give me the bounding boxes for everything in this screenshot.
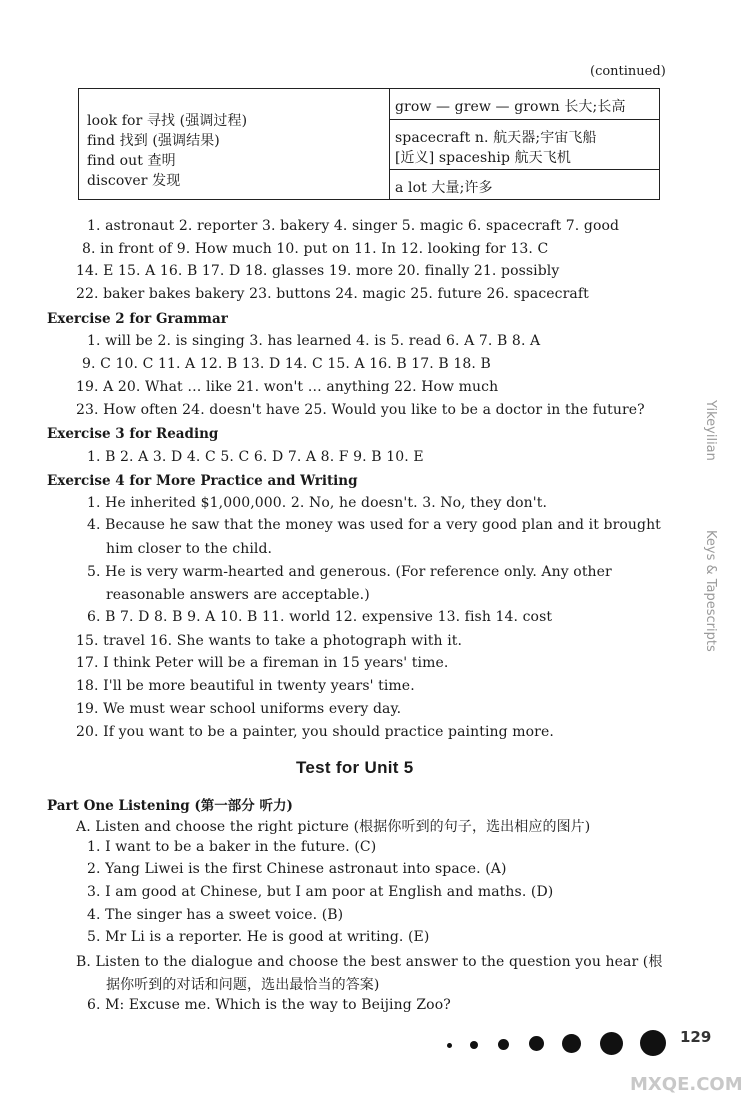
exercise-3-heading: Exercise 3 for Reading	[47, 426, 219, 442]
ex4-line-5a: 5. He is very warm-hearted and generous. (For reference only. Any other	[87, 564, 612, 580]
ex2-line-3: 19. A 20. What … like 21. won't … anything 22. How much	[76, 379, 499, 395]
side-text-yikeyilian: Yikeyilian	[703, 400, 718, 461]
section-b-instruction-2: 据你听到的对话和问题，选出最恰当的答案)	[106, 977, 380, 993]
ex3-line: 1. B 2. A 3. D 4. C 5. C 6. D 7. A 8. F 9. B 10. E	[87, 449, 424, 465]
question-4: 4. The singer has a sweet voice. (B)	[87, 907, 344, 923]
ex4-line-17: 17. I think Peter will be a fireman in 15 years' time.	[76, 655, 449, 671]
ex4-line-15: 15. travel 16. She wants to take a photograph with it.	[76, 633, 463, 649]
vocab-left-4: discover 发现	[87, 173, 181, 189]
vocab-left-2: find 找到 (强调结果)	[87, 133, 220, 149]
ex1-line-1: 1. astronaut 2. reporter 3. bakery 4. singer 5. magic 6. spacecraft 7. good	[87, 218, 620, 234]
vocab-left-1: look for 寻找 (强调过程)	[87, 113, 248, 129]
vocab-right-1: grow — grew — grown 长大;长高	[395, 99, 626, 115]
ex4-line-18: 18. I'll be more beautiful in twenty years' time.	[76, 678, 415, 694]
test-title: Test for Unit 5	[296, 758, 414, 777]
ex2-line-1: 1. will be 2. is singing 3. has learned 4. is 5. read 6. A 7. B 8. A	[87, 333, 541, 349]
ex1-line-3: 14. E 15. A 16. B 17. D 18. glasses 19. more 20. finally 21. possibly	[76, 263, 560, 279]
ex4-line-6: 6. B 7. D 8. B 9. A 10. B 11. world 12. expensive 13. fish 14. cost	[87, 609, 553, 625]
exercise-4-heading: Exercise 4 for More Practice and Writing	[47, 473, 358, 489]
ex4-line-5b: reasonable answers are acceptable.)	[106, 587, 370, 603]
ex4-line-4a: 4. Because he saw that the money was used for a very good plan and it brought	[87, 517, 661, 533]
continued-label: (continued)	[590, 64, 666, 79]
question-5: 5. Mr Li is a reporter. He is good at writing. (E)	[87, 929, 430, 945]
question-6: 6. M: Excuse me. Which is the way to Beijing Zoo?	[87, 997, 451, 1013]
vocab-left-3: find out 查明	[87, 153, 176, 169]
section-a-instruction: A. Listen and choose the right picture (根据你听到的句子，选出相应的图片)	[76, 819, 591, 835]
ex4-line-19: 19. We must wear school uniforms every day.	[76, 701, 402, 717]
part-one-heading: Part One Listening (第一部分 听力)	[47, 798, 293, 814]
ex1-line-4: 22. baker bakes bakery 23. buttons 24. magic 25. future 26. spacecraft	[76, 286, 589, 302]
vocab-right-3: a lot 大量;许多	[395, 180, 493, 196]
watermark: MXQE.COM	[630, 1074, 743, 1095]
ex4-line-1: 1. He inherited $1,000,000. 2. No, he doesn't. 3. No, they don't.	[87, 495, 547, 511]
ex4-line-4b: him closer to the child.	[106, 541, 273, 557]
page-number: 129	[680, 1028, 712, 1046]
ex2-line-4: 23. How often 24. doesn't have 25. Would you like to be a doctor in the future?	[76, 402, 645, 418]
ex4-line-20: 20. If you want to be a painter, you should practice painting more.	[76, 724, 554, 740]
vocab-right-2b: [近义] spaceship 航天飞机	[395, 150, 571, 166]
vocab-right-2a: spacecraft n. 航天器;宇宙飞船	[395, 130, 597, 146]
ex2-line-2: 9. C 10. C 11. A 12. B 13. D 14. C 15. A 16. B 17. B 18. B	[82, 356, 491, 372]
vocabulary-table	[78, 88, 660, 200]
side-text-keys-tapescripts: Keys & Tapescripts	[703, 530, 718, 652]
exercise-2-heading: Exercise 2 for Grammar	[47, 311, 228, 327]
question-2: 2. Yang Liwei is the first Chinese astronaut into space. (A)	[87, 861, 507, 877]
ex1-line-2: 8. in front of 9. How much 10. put on 11. In 12. looking for 13. C	[82, 241, 549, 257]
question-1: 1. I want to be a baker in the future. (C)	[87, 839, 377, 855]
section-b-instruction-1: B. Listen to the dialogue and choose the best answer to the question you hear (根	[76, 954, 663, 970]
question-3: 3. I am good at Chinese, but I am poor at English and maths. (D)	[87, 884, 554, 900]
